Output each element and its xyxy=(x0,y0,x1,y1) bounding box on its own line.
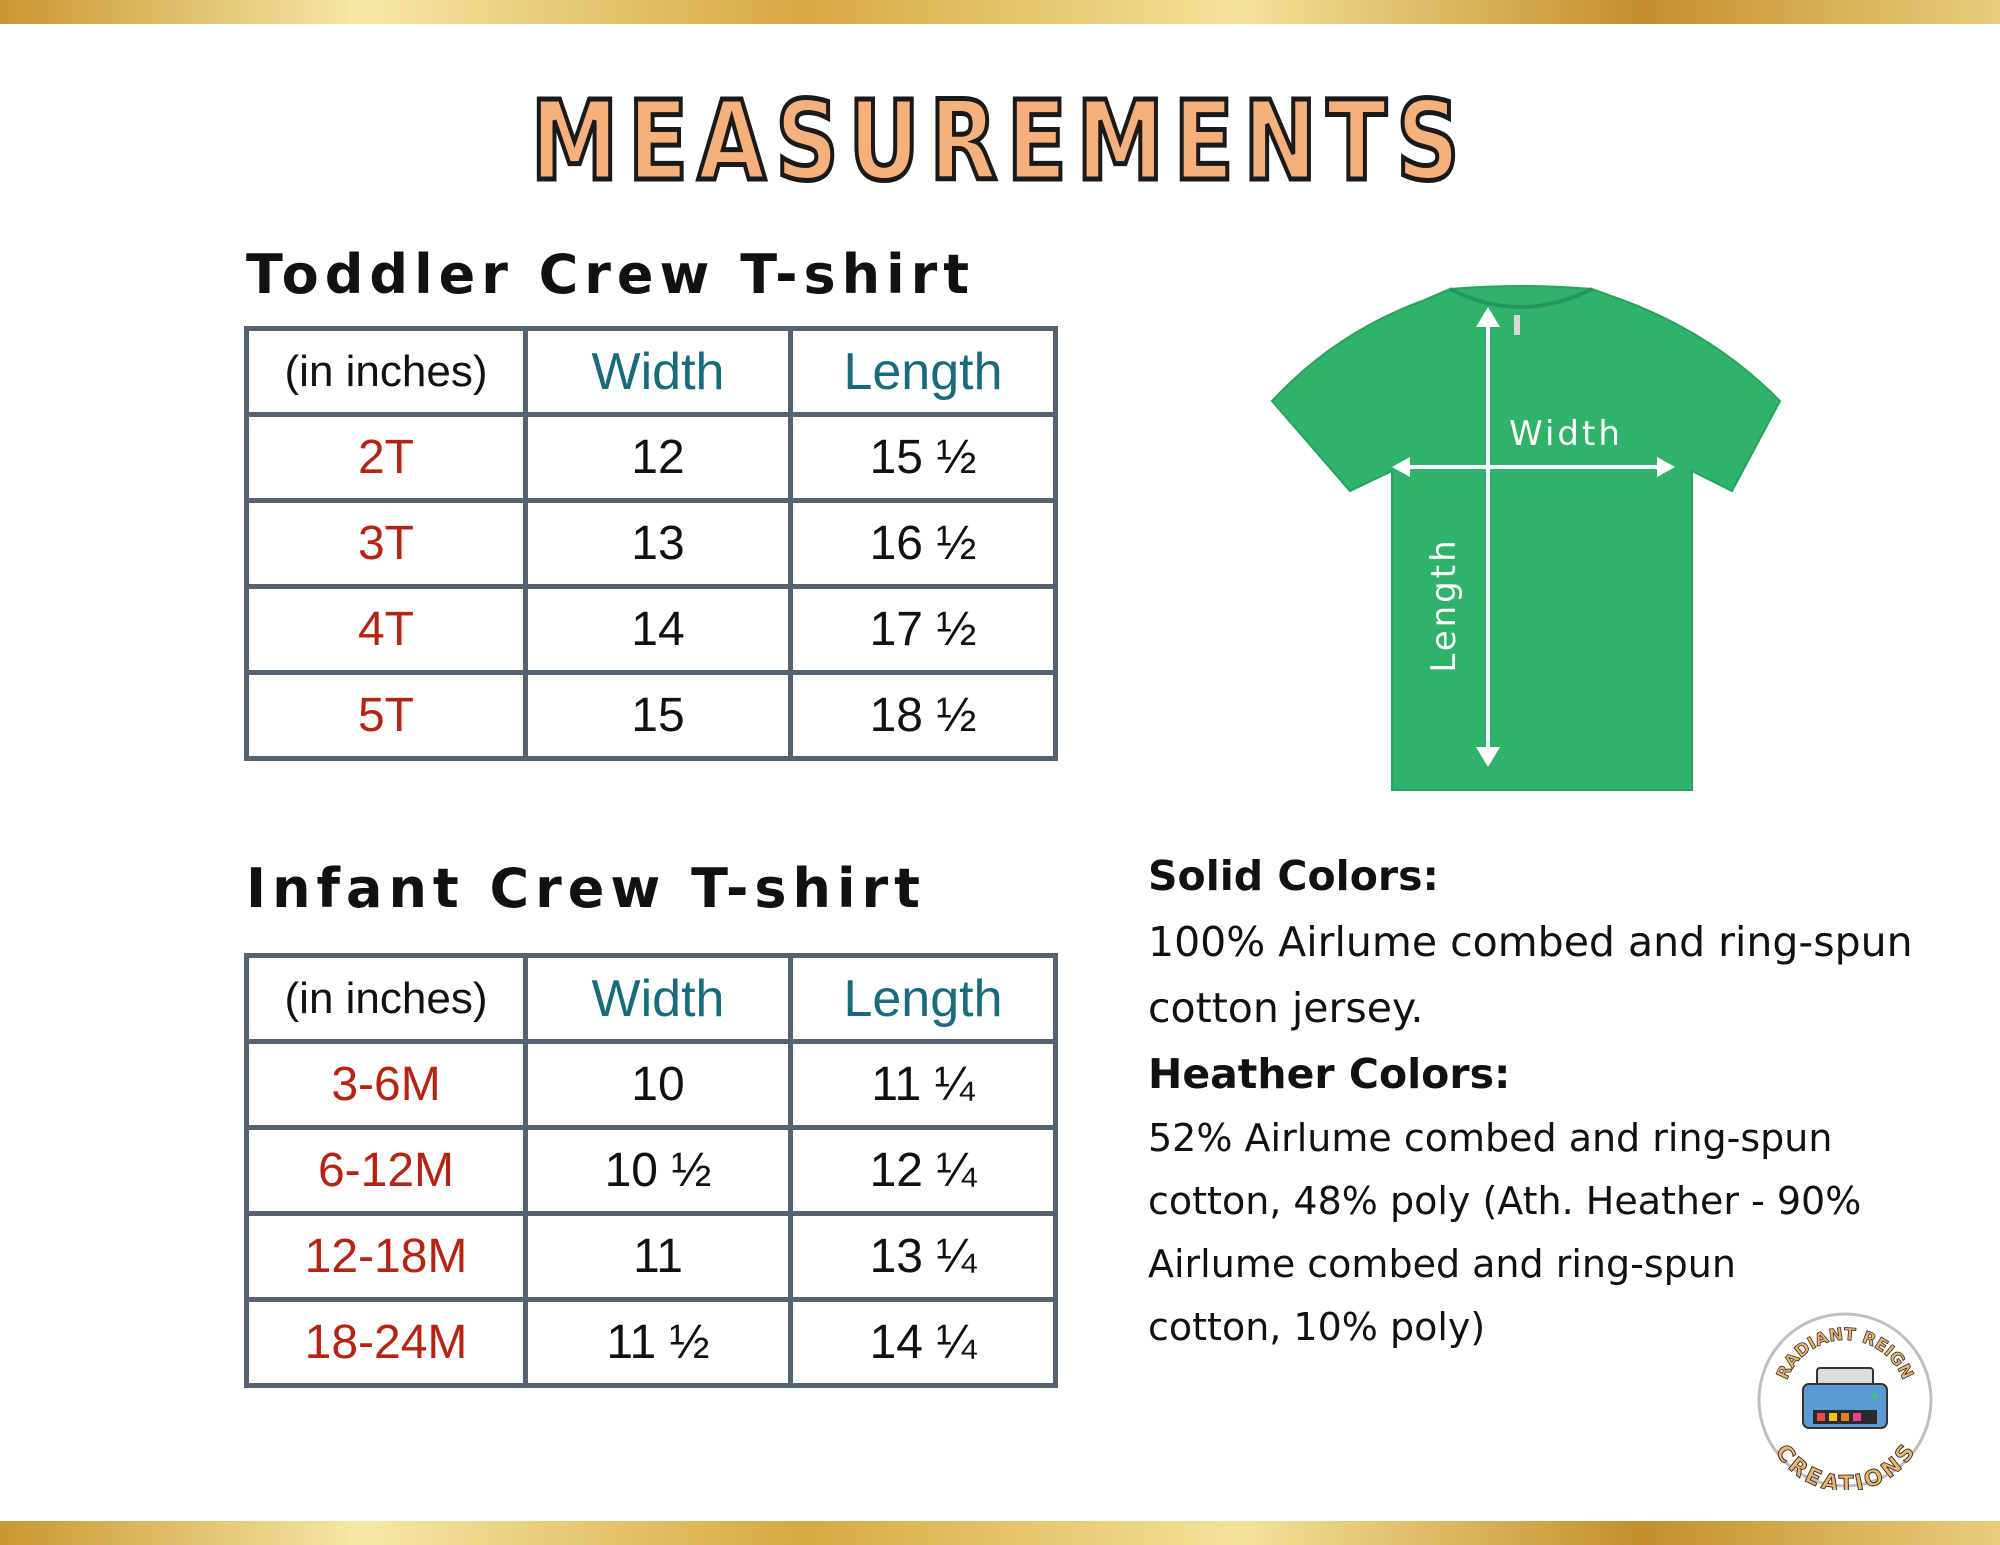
table-header-row xyxy=(247,329,1056,415)
brand-logo xyxy=(1755,1310,1935,1490)
size-cell: 4T xyxy=(247,587,526,673)
length-cell: 12 ¼ xyxy=(791,1128,1056,1214)
page-title: MEASUREMENTS xyxy=(530,77,1470,205)
size-cell: 3T xyxy=(247,501,526,587)
size-cell: 6-12M xyxy=(247,1128,526,1214)
table-row xyxy=(247,1300,1056,1386)
size-cell: 12-18M xyxy=(247,1214,526,1300)
toddler-section-title: Toddler Crew T-shirt xyxy=(246,243,976,306)
fabric-info xyxy=(1148,843,1968,1359)
width-header: Width xyxy=(526,956,791,1042)
width-cell: 13 xyxy=(526,501,791,587)
length-cell: 11 ¼ xyxy=(791,1042,1056,1128)
table-row xyxy=(247,501,1056,587)
size-cell: 2T xyxy=(247,415,526,501)
table-row xyxy=(247,673,1056,759)
width-cell: 11 xyxy=(526,1214,791,1300)
heather-colors-line: cotton, 10% poly) xyxy=(1148,1305,1486,1349)
width-cell: 12 xyxy=(526,415,791,501)
width-cell: 14 xyxy=(526,587,791,673)
solid-colors-line: 100% Airlume combed and ring-spun xyxy=(1148,918,1913,966)
length-header: Length xyxy=(791,956,1056,1042)
toddler-size-table xyxy=(244,326,1058,761)
solid-colors-heading: Solid Colors: xyxy=(1148,852,1439,900)
width-cell: 15 xyxy=(526,673,791,759)
length-label: Length xyxy=(1424,537,1464,673)
length-cell: 14 ¼ xyxy=(791,1300,1056,1386)
width-cell: 10 xyxy=(526,1042,791,1128)
table-row xyxy=(247,1042,1056,1128)
length-cell: 18 ½ xyxy=(791,673,1056,759)
heather-colors-heading: Heather Colors: xyxy=(1148,1050,1511,1098)
heather-colors-line: Airlume combed and ring-spun xyxy=(1148,1242,1736,1286)
unit-header: (in inches) xyxy=(247,956,526,1042)
unit-header: (in inches) xyxy=(247,329,526,415)
table-header-row xyxy=(247,956,1056,1042)
width-label: Width xyxy=(1509,414,1623,454)
width-cell: 10 ½ xyxy=(526,1128,791,1214)
table-row xyxy=(247,587,1056,673)
solid-colors-line: cotton jersey. xyxy=(1148,984,1424,1032)
logo-bottom-text: CREATIONS xyxy=(1769,1440,1921,1490)
tshirt-diagram xyxy=(1270,285,1790,795)
width-cell: 11 ½ xyxy=(526,1300,791,1386)
infant-size-table xyxy=(244,953,1058,1388)
table-row xyxy=(247,1128,1056,1214)
size-cell: 3-6M xyxy=(247,1042,526,1128)
length-cell: 13 ¼ xyxy=(791,1214,1056,1300)
bottom-gold-border xyxy=(0,1521,2000,1545)
heather-colors-line: cotton, 48% poly (Ath. Heather - 90% xyxy=(1148,1179,1862,1223)
length-cell: 16 ½ xyxy=(791,501,1056,587)
infant-section-title: Infant Crew T-shirt xyxy=(246,857,926,920)
width-header: Width xyxy=(526,329,791,415)
tshirt-shape xyxy=(1272,286,1780,790)
size-cell: 18-24M xyxy=(247,1300,526,1386)
length-header: Length xyxy=(791,329,1056,415)
heather-colors-line: 52% Airlume combed and ring-spun xyxy=(1148,1116,1833,1160)
size-cell: 5T xyxy=(247,673,526,759)
logo-top-text: RADIANT REIGN xyxy=(1773,1324,1917,1383)
table-row xyxy=(247,1214,1056,1300)
table-row xyxy=(247,415,1056,501)
length-cell: 17 ½ xyxy=(791,587,1056,673)
length-cell: 15 ½ xyxy=(791,415,1056,501)
top-gold-border xyxy=(0,0,2000,24)
